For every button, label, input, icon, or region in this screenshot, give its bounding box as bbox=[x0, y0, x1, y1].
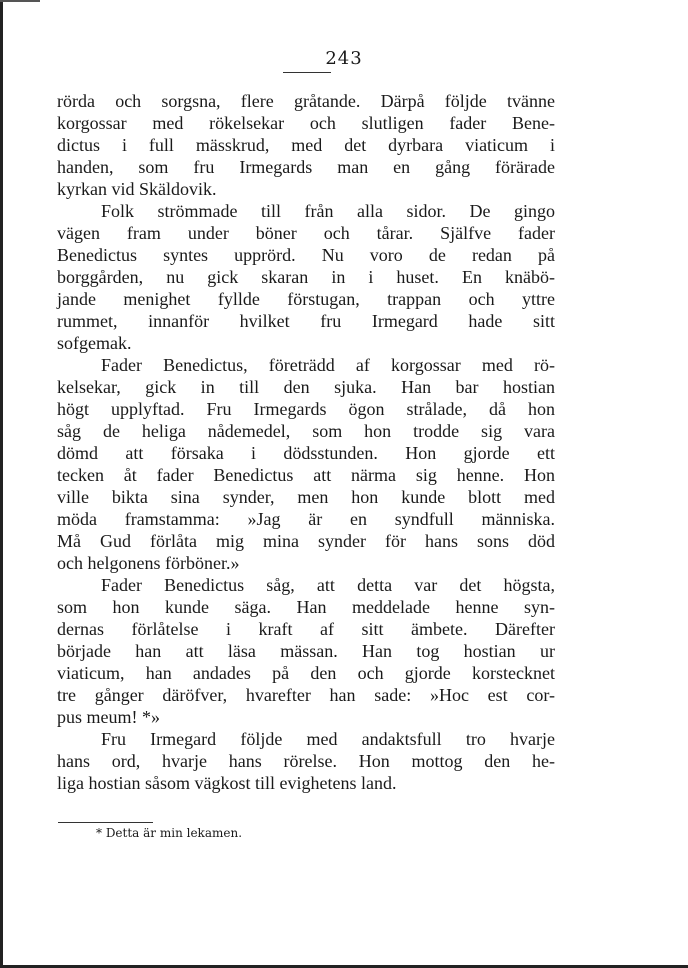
text-line: korgossar med rökelsekar och slutligen fader Bene- bbox=[57, 113, 555, 133]
text-line: såg de heliga nådemedel, som hon trodde sig vara bbox=[57, 421, 555, 441]
text-line: Benedictus syntes upprörd. Nu voro de redan på bbox=[57, 245, 555, 265]
text-line: Må Gud förlåta mig mina synder för hans sons död bbox=[57, 531, 555, 551]
text-line: tre gånger däröfver, hvarefter han sade: »Hoc est cor- bbox=[57, 685, 555, 705]
text-line: Fader Benedictus, företrädd af korgossar med rö- bbox=[101, 355, 555, 375]
scan-edge-left bbox=[0, 0, 3, 968]
text-line: dictus i full mässkrud, med det dyrbara viaticum i bbox=[57, 135, 555, 155]
text-line: tecken åt fader Benedictus att närma sig henne. Hon bbox=[57, 465, 555, 485]
text-line: dömd att försaka i dödsstunden. Hon gjorde ett bbox=[57, 443, 555, 463]
text-line: dernas förlåtelse i kraft af sitt ämbete. Därefter bbox=[57, 619, 555, 639]
text-line: borggården, nu gick skaran in i huset. En knäbö- bbox=[57, 267, 555, 287]
text-line: möda framstamma: »Jag är en syndfull människa. bbox=[57, 509, 555, 529]
text-line: började han att läsa mässan. Han tog hostian ur bbox=[57, 641, 555, 661]
text-line: sofgemak. bbox=[57, 333, 132, 353]
text-line: Fader Benedictus såg, att detta var det högsta, bbox=[101, 575, 555, 595]
text-line: liga hostian såsom vägkost till evighetens land. bbox=[57, 773, 397, 793]
text-line: vägen fram under böner och tårar. Själfve fader bbox=[57, 223, 555, 243]
page-number-underline bbox=[283, 72, 331, 73]
text-line: som hon kunde säga. Han meddelade henne syn- bbox=[57, 597, 555, 617]
text-line: rörda och sorgsna, flere gråtande. Därpå följde tvänne bbox=[57, 91, 555, 111]
page-number: 243 bbox=[325, 48, 363, 69]
footnote: * Detta är min lekamen. bbox=[96, 826, 243, 840]
text-line: Folk strömmade till från alla sidor. De gingo bbox=[101, 201, 555, 221]
text-line: Fru Irmegard följde med andaktsfull tro hvarje bbox=[101, 729, 555, 749]
text-line: kyrkan vid Skäldovik. bbox=[57, 179, 217, 199]
text-line: jande menighet fyllde förstugan, trappan och yttre bbox=[57, 289, 555, 309]
scan-edge-top bbox=[0, 0, 40, 2]
text-line: rummet, innanför hvilket fru Irmegard hade sitt bbox=[57, 311, 555, 331]
body-text bbox=[57, 90, 555, 794]
text-line: viaticum, han andades på den och gjorde korstecknet bbox=[57, 663, 555, 683]
text-line: handen, som fru Irmegards man en gång förärade bbox=[57, 157, 555, 177]
footnote-divider bbox=[58, 822, 153, 823]
text-line: pus meum! *» bbox=[57, 707, 160, 727]
text-line: och helgonens förböner.» bbox=[57, 553, 240, 573]
text-line: hans ord, hvarje hans rörelse. Hon mottog den he- bbox=[57, 751, 555, 771]
text-line: högt upplyftad. Fru Irmegards ögon strålade, då hon bbox=[57, 399, 555, 419]
text-line: ville bikta sina synder, men hon kunde blott med bbox=[57, 487, 555, 507]
text-line: kelsekar, gick in till den sjuka. Han bar hostian bbox=[57, 377, 555, 397]
